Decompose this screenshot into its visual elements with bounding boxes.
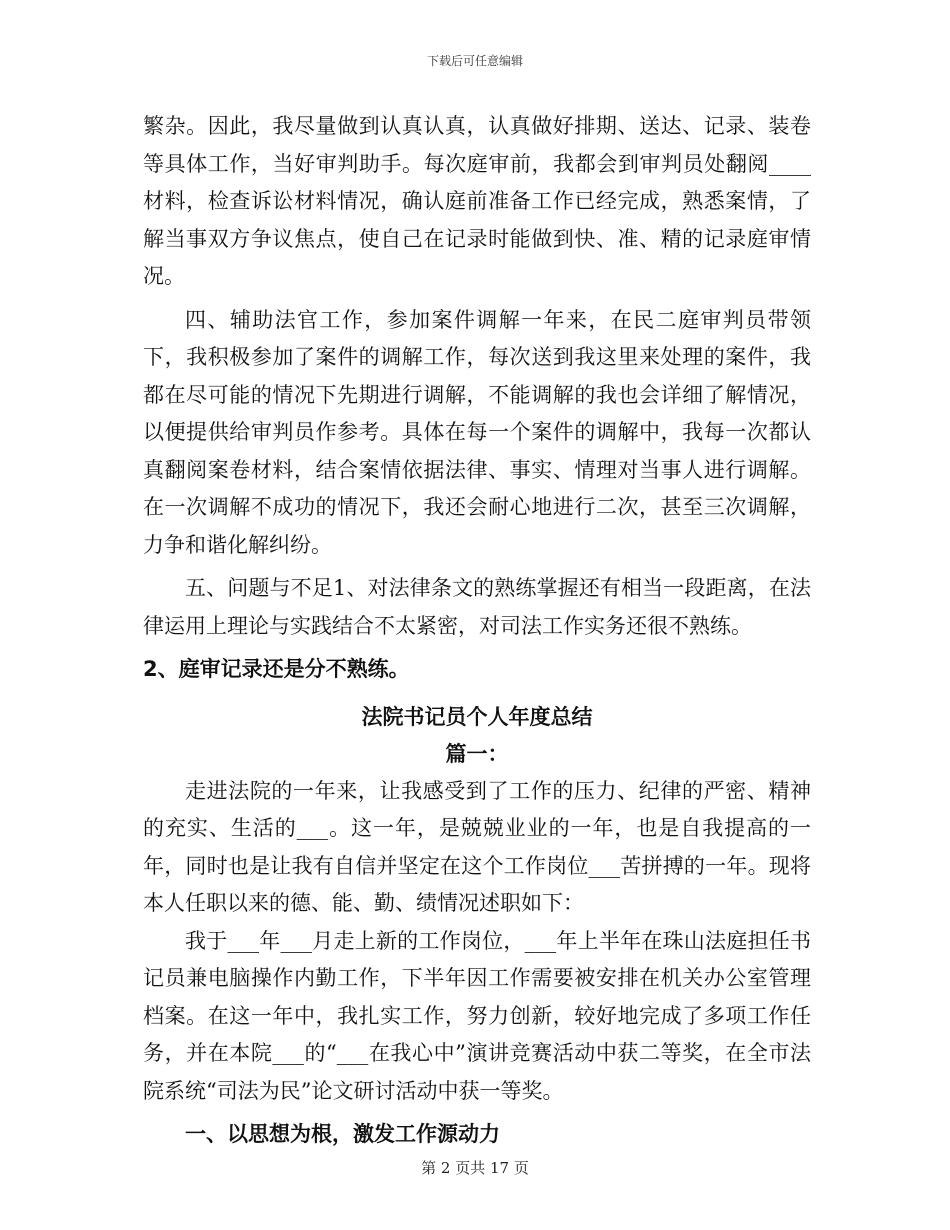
document-body [143,108,811,1153]
paragraph-section-four: 四、辅助法官工作，参加案件调解一年来，在民二庭审判员带领下，我积极参加了案件的调解工作，每次送到我这里来处理的案件，我都在尽可能的情况下先期进行调解，不能调解的我也会详细了解情况，以便提供给审判员作参考。具体在每一个案件的调解中，我每一次都认真翻阅案卷材料，结合案情依据法律、事实、情理对当事人进行调解。在一次调解不成功的情况下，我还会耐心地进行二次，甚至三次调解，力争和谐化解纠纷。 [143,307,811,557]
paragraph-background: 我于___年___月走上新的工作岗位，___年上半年在珠山法庭担任书记员兼电脑操作内勤工作，下半年因工作需要被安排在机关办公室管理档案。在这一年中，我扎实工作，努力创新，较好地完成了多项工作任务，并在本院___的“___在我心中”演讲竞赛活动中获二等奖，在全市法院系统“司法为民”论文研讨活动中获一等奖。 [143,928,811,1103]
paragraph-continuation: 繁杂。因此，我尽量做到认真认真，认真做好排期、送达、记录、装卷等具体工作，当好审判助手。每次庭审前，我都会到审判员处翻阅____材料，检查诉讼材料情况，确认庭前准备工作已经完成，熟悉案情，了解当事双方争议焦点，使自己在记录时能做到快、准、精的记录庭审情况。 [143,114,811,288]
section-heading: 一、以思想为根，激发工作源动力 [185,1122,500,1146]
page-header: 下载后可任意编辑 [426,54,523,68]
paragraph-section-five: 五、问题与不足1、对法律条文的熟练掌握还有相当一段距离，在法律运用上理论与实践结合不太紧密，对司法工作实务还很不熟练。 [143,576,811,638]
paragraph-intro: 走进法院的一年来，让我感受到了工作的压力、纪律的严密、精神的充实、生活的___。这一年，是兢兢业业的一年，也是自我提高的一年，同时也是让我有自信并坚定在这个工作岗位___苦拼搏的一年。现将本人任职以来的德、能、勤、绩情况述职如下： [143,778,811,915]
document-title: 法院书记员个人年度总结 [361,704,593,729]
document-subtitle: 篇一： [445,741,509,766]
paragraph-item-two: 2、庭审记录还是分不熟练。 [143,657,410,681]
page-footer: 第 2 页共 17 页 [421,1159,529,1177]
